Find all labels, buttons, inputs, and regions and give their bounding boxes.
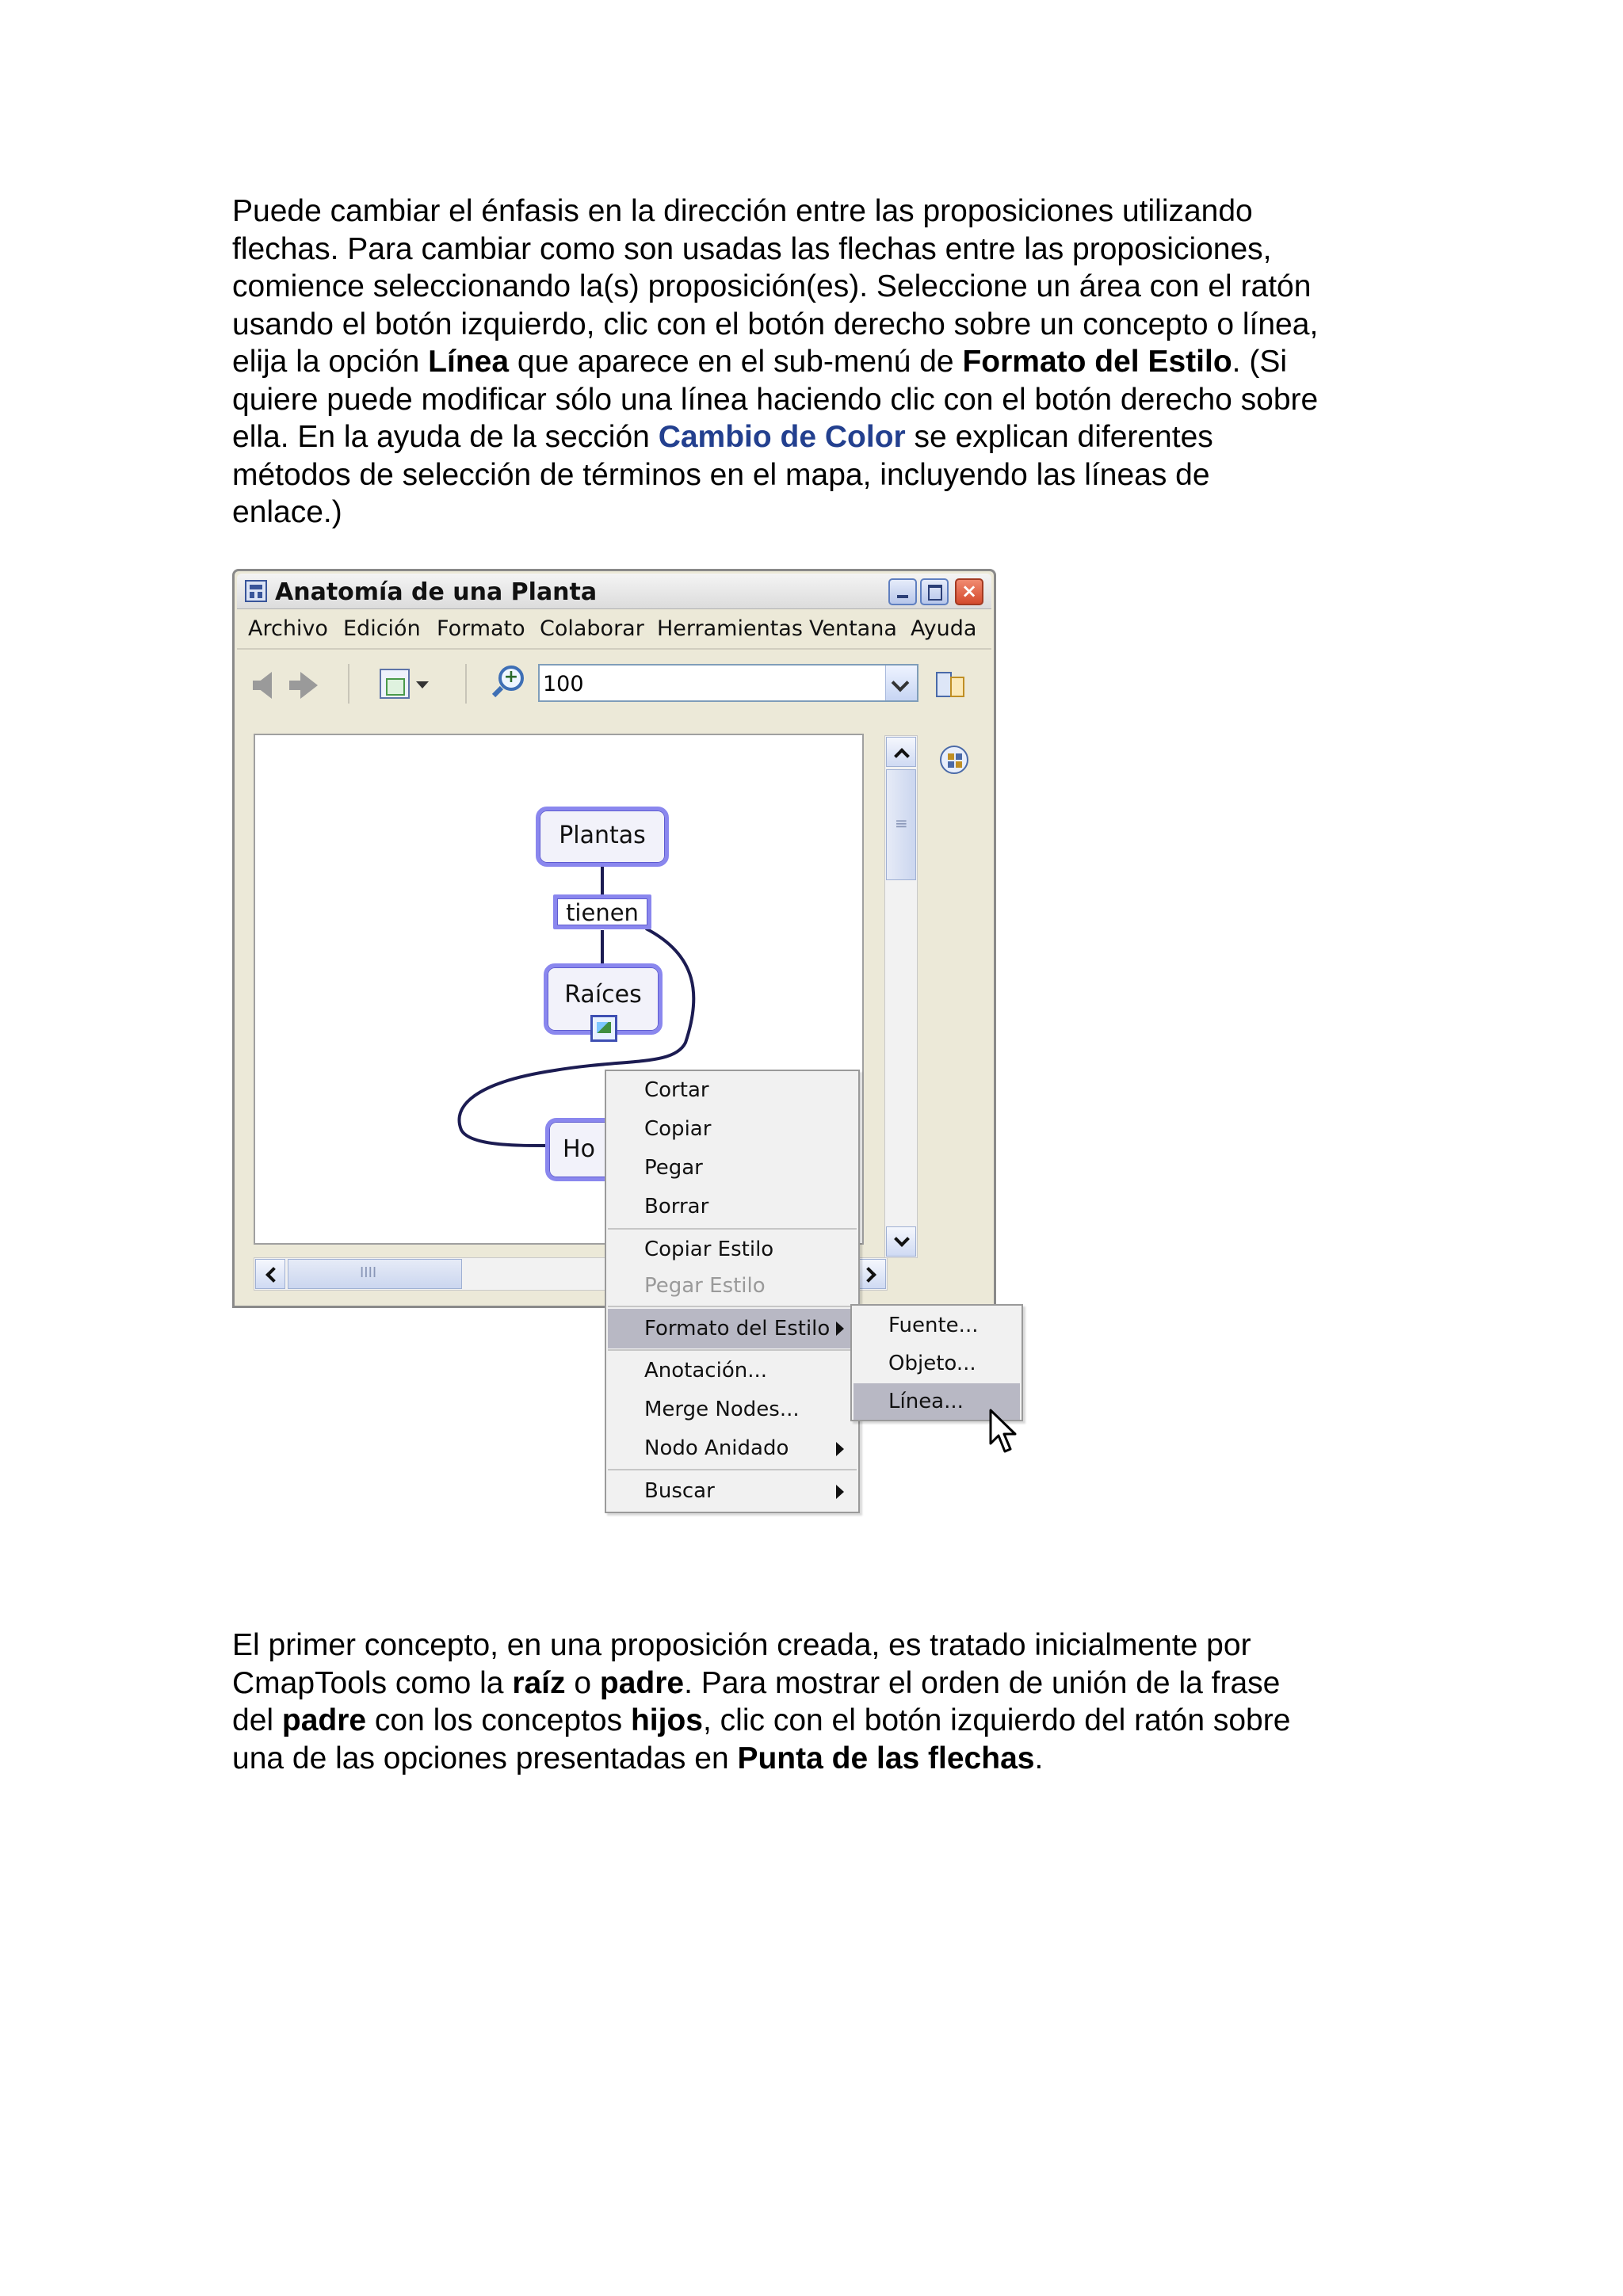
text-line: métodos de selección de términos en el mapa, incluyendo las líneas de	[232, 457, 1210, 492]
forward-arrow-icon[interactable]	[300, 672, 318, 699]
menu-item-formato-del-estilo[interactable]	[608, 1309, 857, 1348]
menu-item-copiar-estilo[interactable]: Copiar Estilo	[644, 1238, 774, 1261]
text-run: una de las opciones presentadas en	[232, 1741, 738, 1775]
chevron-left-icon	[265, 1267, 281, 1283]
toolbar-separator	[348, 664, 349, 704]
text-line: quiere puede modificar sólo una línea haciendo clic con el botón derecho sobre	[232, 382, 1319, 417]
grip-icon: IIII	[360, 1264, 377, 1281]
menu-herramientas[interactable]: Herramientas	[657, 616, 803, 641]
styles-palette-icon[interactable]	[934, 669, 966, 699]
cambio-color-link[interactable]: Cambio de Color	[658, 420, 906, 454]
menu-item-label: Buscar	[644, 1479, 715, 1503]
context-menu	[605, 1070, 860, 1513]
text-line	[232, 1740, 1405, 1778]
submenu-item-linea[interactable]: Línea...	[854, 1383, 1020, 1420]
text-line	[232, 1702, 1405, 1740]
submenu-arrow-icon	[836, 1485, 844, 1499]
vertical-scrollbar[interactable]	[884, 735, 918, 1258]
chevron-down-icon[interactable]	[885, 666, 917, 700]
toolbar	[237, 650, 991, 716]
menu-item-label: Formato del Estilo	[644, 1317, 831, 1341]
title-bar	[237, 574, 991, 609]
zoom-combobox[interactable]	[538, 664, 918, 702]
mouse-cursor-icon	[989, 1409, 1021, 1455]
bold-term-padre: padre	[281, 1703, 367, 1737]
menu-item-label: Nodo Anidado	[644, 1436, 789, 1460]
menu-formato[interactable]: Formato	[437, 616, 525, 641]
menu-separator	[608, 1349, 857, 1351]
text-line	[232, 418, 1405, 456]
intro-paragraph	[232, 193, 1405, 532]
text-run: CmapTools como la	[232, 1665, 513, 1700]
minimize-button[interactable]	[888, 578, 917, 605]
concept-node-raices[interactable]: Raíces	[544, 963, 663, 1035]
text-run: , clic con el botón izquierdo del ratón sobre	[702, 1703, 1291, 1737]
menu-item-cortar[interactable]: Cortar	[644, 1078, 709, 1102]
text-line: Puede cambiar el énfasis en la dirección entre las proposiciones utilizando	[232, 194, 1253, 228]
text-run: del	[232, 1703, 282, 1737]
menu-bar	[237, 610, 991, 650]
bold-term-punta-flechas: Punta de las flechas	[737, 1741, 1035, 1775]
menu-separator	[608, 1228, 857, 1230]
bold-term-formato-estilo: Formato del Estilo	[962, 345, 1232, 379]
menu-item-nodo-anidado[interactable]	[608, 1431, 857, 1466]
submenu-item-objeto[interactable]: Objeto...	[888, 1352, 976, 1375]
menu-archivo[interactable]: Archivo	[248, 616, 328, 641]
second-paragraph	[232, 1627, 1405, 1777]
menu-item-copiar[interactable]: Copiar	[644, 1117, 712, 1141]
maximize-button[interactable]	[920, 578, 949, 605]
bold-term-padre: padre	[599, 1665, 685, 1700]
scroll-left-button[interactable]	[255, 1259, 285, 1289]
menu-ayuda[interactable]: Ayuda	[911, 616, 977, 641]
scroll-up-button[interactable]	[886, 737, 916, 767]
text-line: flechas. Para cambiar como son usadas las flechas entre las proposiciones,	[232, 231, 1272, 266]
menu-item-borrar[interactable]: Borrar	[644, 1195, 709, 1219]
cmaptools-screenshot	[232, 569, 1025, 1520]
bold-term-linea: Línea	[428, 345, 510, 379]
menu-item-pegar-estilo: Pegar Estilo	[644, 1274, 766, 1298]
concept-node-hojas[interactable]: Ho	[545, 1118, 609, 1181]
text-run: con los conceptos	[366, 1703, 631, 1737]
linking-phrase-tienen[interactable]: tienen	[553, 894, 651, 929]
text-line	[232, 343, 1405, 381]
view-dropdown-icon[interactable]	[416, 681, 429, 688]
cmap-views-icon[interactable]	[940, 746, 968, 774]
scroll-right-button[interactable]	[856, 1259, 886, 1289]
concept-node-plantas[interactable]: Plantas	[536, 807, 669, 867]
toolbar-separator	[465, 664, 467, 704]
text-line: comience seleccionando la(s) proposición(es). Seleccione un área con el ratón	[232, 269, 1312, 303]
text-run: elija la opción	[232, 345, 429, 379]
window-title: Anatomía de una Planta	[275, 578, 598, 606]
text-line	[232, 1665, 1405, 1703]
text-run: se explican diferentes	[905, 420, 1213, 454]
menu-separator	[608, 1469, 857, 1470]
menu-item-buscar[interactable]	[608, 1474, 857, 1508]
zoom-value: 100	[543, 672, 584, 696]
scroll-thumb[interactable]	[288, 1259, 462, 1289]
view-icon[interactable]	[380, 669, 410, 699]
text-run: ella. En la ayuda de la sección	[232, 420, 659, 454]
bold-term-hijos: hijos	[630, 1703, 703, 1737]
zoom-icon[interactable]: +	[498, 666, 524, 691]
menu-item-anotacion[interactable]: Anotación...	[644, 1359, 767, 1383]
menu-item-merge-nodes[interactable]: Merge Nodes...	[644, 1398, 800, 1421]
menu-separator	[608, 1306, 857, 1307]
formato-estilo-submenu	[850, 1304, 1023, 1421]
close-button[interactable]: ×	[955, 578, 983, 605]
menu-item-pegar[interactable]: Pegar	[644, 1156, 703, 1180]
text-run: .	[1034, 1741, 1044, 1775]
text-line: El primer concepto, en una proposición creada, es tratado inicialmente por	[232, 1628, 1251, 1662]
text-run: . Para mostrar el orden de unión de la frase	[684, 1665, 1281, 1700]
bold-term-raiz: raíz	[512, 1665, 566, 1700]
menu-ventana[interactable]: Ventana	[809, 616, 897, 641]
grip-icon: ≡	[895, 814, 908, 833]
text-run: . (Si	[1232, 345, 1287, 379]
text-run: o	[565, 1665, 600, 1700]
submenu-item-fuente[interactable]: Fuente...	[888, 1314, 979, 1337]
text-line: usando el botón izquierdo, clic con el botón derecho sobre un concepto o línea,	[232, 307, 1319, 341]
submenu-arrow-icon	[836, 1442, 844, 1456]
menu-edicion[interactable]: Edición	[343, 616, 421, 641]
cmap-app-icon	[245, 580, 267, 602]
scroll-thumb[interactable]	[886, 769, 916, 880]
text-run: que aparece en el sub-menú de	[509, 345, 963, 379]
menu-colaborar[interactable]: Colaborar	[540, 616, 644, 641]
chevron-right-icon	[861, 1267, 876, 1283]
chevron-up-icon	[894, 748, 910, 764]
chevron-down-icon	[894, 1231, 910, 1247]
text-line: enlace.)	[232, 495, 342, 529]
image-resource-icon[interactable]	[590, 1015, 617, 1042]
back-arrow-icon[interactable]	[254, 672, 272, 699]
submenu-arrow-icon	[836, 1322, 844, 1336]
scroll-down-button[interactable]	[886, 1226, 916, 1257]
